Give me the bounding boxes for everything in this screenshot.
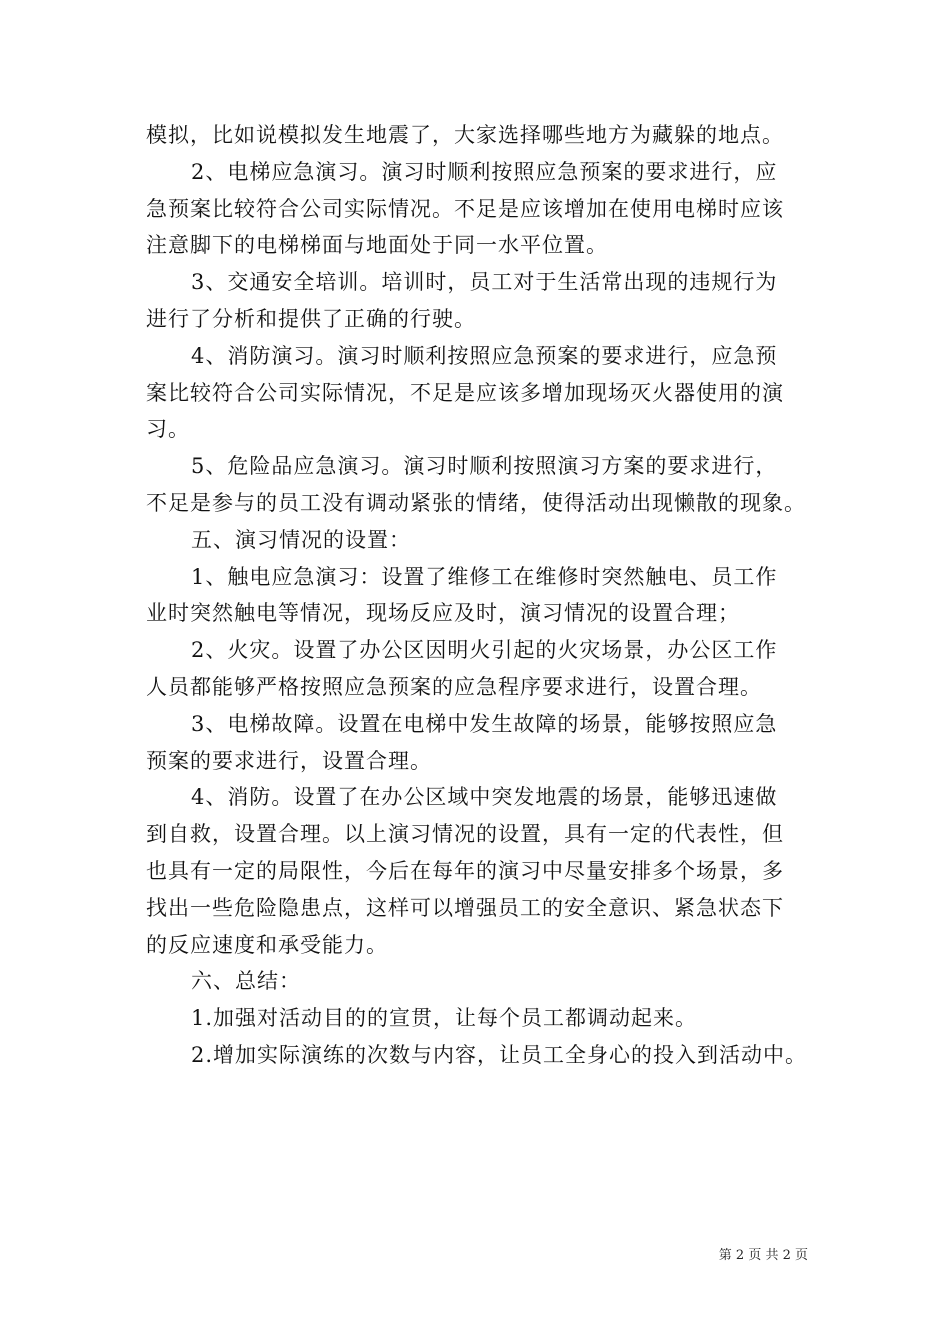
text-line: 1.加强对活动目的的宣贯，让每个员工都调动起来。 <box>191 1006 698 1031</box>
text-line: 3、电梯故障。设置在电梯中发生故障的场景，能够按照应急 <box>191 711 778 736</box>
text-line: 2.增加实际演练的次数与内容，让员工全身心的投入到活动中。 <box>191 1042 808 1067</box>
text-line: 2、火灾。设置了办公区因明火引起的火灾场景，办公区工作 <box>191 638 778 663</box>
text-line: 习。 <box>146 417 190 442</box>
document-body <box>146 117 814 1074</box>
text-line: 预案的要求进行，设置合理。 <box>146 748 432 773</box>
text-line: 不足是参与的员工没有调动紧张的情绪，使得活动出现懒散的现象。 <box>146 490 806 515</box>
text-line: 也具有一定的局限性，今后在每年的演习中尽量安排多个场景，多 <box>146 858 784 883</box>
page-number-footer: 第 2 页 共 2 页 <box>718 1248 808 1263</box>
text-line: 注意脚下的电梯梯面与地面处于同一水平位置。 <box>146 233 608 258</box>
text-line: 模拟，比如说模拟发生地震了，大家选择哪些地方为藏躲的地点。 <box>146 123 784 147</box>
section-heading: 五、演习情况的设置： <box>191 527 411 552</box>
text-line: 急预案比较符合公司实际情况。不足是应该增加在使用电梯时应该 <box>146 196 784 221</box>
text-line: 2、电梯应急演习。演习时顺利按照应急预案的要求进行，应 <box>191 159 778 184</box>
text-line: 1、触电应急演习：设置了维修工在维修时突然触电、员工作 <box>191 564 778 589</box>
text-line: 4、消防。设置了在办公区域中突发地震的场景，能够迅速做 <box>191 785 778 810</box>
text-line: 到自救，设置合理。以上演习情况的设置，具有一定的代表性，但 <box>146 822 784 847</box>
text-line: 找出一些危险隐患点，这样可以增强员工的安全意识、紧急状态下 <box>146 895 784 920</box>
text-line: 4、消防演习。演习时顺利按照应急预案的要求进行，应急预 <box>191 343 778 368</box>
text-line: 业时突然触电等情况，现场反应及时，演习情况的设置合理； <box>146 601 740 626</box>
text-line: 进行了分析和提供了正确的行驶。 <box>146 306 476 331</box>
text-line: 案比较符合公司实际情况，不足是应该多增加现场灭火器使用的演 <box>146 380 784 405</box>
text-line: 人员都能够严格按照应急预案的应急程序要求进行，设置合理。 <box>146 674 762 699</box>
text-line: 3、交通安全培训。培训时，员工对于生活常出现的违规行为 <box>191 270 778 295</box>
text-line: 5、危险品应急演习。演习时顺利按照演习方案的要求进行， <box>191 454 778 479</box>
section-heading: 六、总结： <box>191 969 301 994</box>
text-line: 的反应速度和承受能力。 <box>146 932 388 957</box>
